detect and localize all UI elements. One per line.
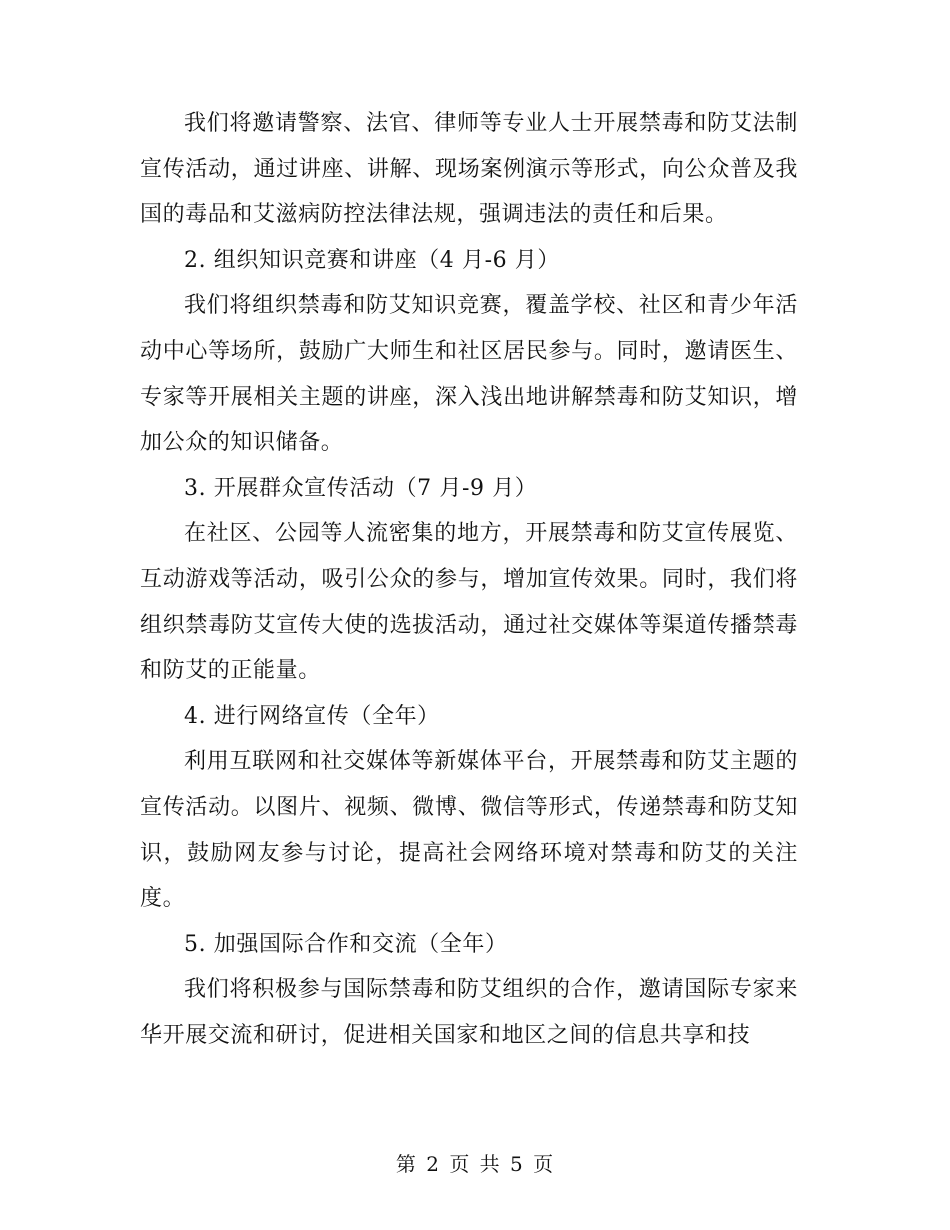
paragraph-legal-publicity: 我们将邀请警察、法官、律师等专业人士开展禁毒和防艾法制宣传活动，通过讲座、讲解、现场案例演示等形式，向公众普及我国的毒品和艾滋病防控法律法规，强调违法的责任和后果。 [140, 111, 798, 228]
paragraph-online-publicity: 利用互联网和社交媒体等新媒体平台，开展禁毒和防艾主题的宣传活动。以图片、视频、微博、微信等形式，传递禁毒和防艾知识，鼓励网友参与讨论，提高社会网络环境对禁毒和防艾的关注度。 [140, 749, 798, 912]
heading-international-cooperation: 5. 加强国际合作和交流（全年） [184, 931, 508, 957]
heading-online-publicity: 4. 进行网络宣传（全年） [184, 703, 440, 729]
heading-knowledge-contest: 2. 组织知识竞赛和讲座（4 月-6 月） [184, 247, 560, 273]
page-number-footer: 第 2 页 共 5 页 [395, 1152, 555, 1176]
paragraph-public-campaign: 在社区、公园等人流密集的地方，开展禁毒和防艾宣传展览、互动游戏等活动，吸引公众的参与，增加宣传效果。同时，我们将组织禁毒防艾宣传大使的选拔活动，通过社交媒体等渠道传播禁毒和防艾的正能量。 [140, 521, 798, 684]
paragraph-knowledge-contest: 我们将组织禁毒和防艾知识竞赛，覆盖学校、社区和青少年活动中心等场所，鼓励广大师生和社区居民参与。同时，邀请医生、专家等开展相关主题的讲座，深入浅出地讲解禁毒和防艾知识，增加公众的知识储备。 [140, 293, 798, 456]
heading-public-campaign: 3. 开展群众宣传活动（7 月-9 月） [184, 475, 538, 501]
paragraph-international-cooperation: 我们将积极参与国际禁毒和防艾组织的合作，邀请国际专家来华开展交流和研讨，促进相关国家和地区之间的信息共享和技 [140, 977, 798, 1048]
page-content [140, 101, 798, 1058]
